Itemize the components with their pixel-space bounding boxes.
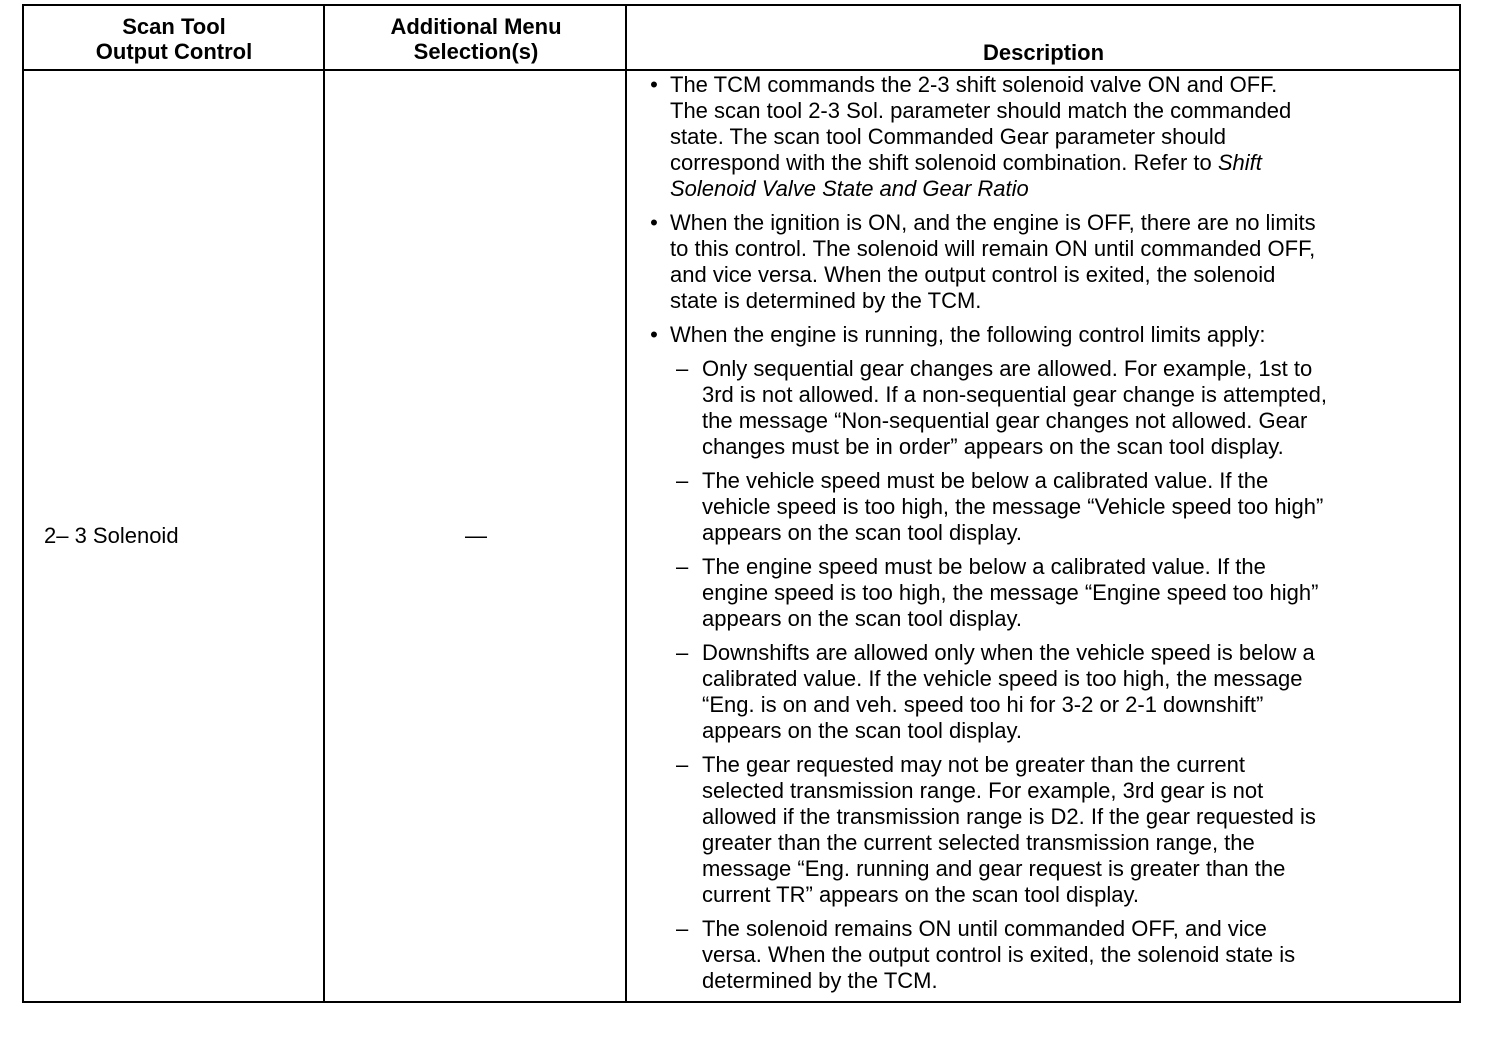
bullet-mark: •	[650, 72, 658, 97]
text-line: “Eng. is on and veh. speed too hi for 3-2 or 2-1 downshift”	[702, 692, 1264, 717]
text-line: When the ignition is ON, and the engine is OFF, there are no limits	[670, 210, 1316, 235]
text-line: to this control. The solenoid will remain ON until commanded OFF,	[670, 236, 1316, 261]
cell-description	[644, 72, 1496, 1002]
cell-menu-selection: —	[465, 523, 487, 548]
text-line: determined by the TCM.	[702, 968, 938, 993]
text-line: engine speed is too high, the message “Engine speed too high”	[702, 580, 1319, 605]
header-line: Scan Tool	[122, 14, 226, 39]
text-line: changes must be in order” appears on the scan tool display.	[702, 434, 1284, 459]
dash-mark: –	[676, 640, 689, 665]
bullet-item	[644, 72, 1496, 202]
text-line: The vehicle speed must be below a calibrated value. If the	[702, 468, 1269, 493]
header-additional-menu-selections	[326, 6, 626, 69]
text-line: Only sequential gear changes are allowed. For example, 1st to	[702, 356, 1313, 381]
header-line: Description	[982, 40, 1105, 65]
text-line: vehicle speed is too high, the message “Vehicle speed too high”	[702, 494, 1324, 519]
text-line: The TCM commands the 2-3 shift solenoid valve ON and OFF.	[670, 72, 1278, 97]
reference-title: Solenoid Valve State and Gear Ratio	[670, 176, 1029, 201]
text-line: versa. When the output control is exited, the solenoid state is	[702, 942, 1296, 967]
text-line: appears on the scan tool display.	[702, 606, 1023, 631]
text-line: appears on the scan tool display.	[702, 520, 1023, 545]
sub-item	[644, 356, 1496, 460]
bullet-mark: •	[650, 322, 658, 347]
dash-mark: –	[676, 468, 689, 493]
bullet-mark: •	[650, 210, 658, 235]
dash-mark: –	[676, 752, 689, 777]
reference-title: Shift	[1217, 150, 1262, 175]
text-line: current TR” appears on the scan tool display.	[702, 882, 1139, 907]
text-line: appears on the scan tool display.	[702, 718, 1023, 743]
header-line: Output Control	[95, 39, 253, 64]
sub-item	[644, 468, 1496, 546]
text-line: greater than the current selected transmission range, the	[702, 830, 1255, 855]
column-divider-2	[625, 6, 627, 1001]
sub-item	[644, 640, 1496, 744]
text-line: Downshifts are allowed only when the vehicle speed is below a	[702, 640, 1315, 665]
text-line: selected transmission range. For example, 3rd gear is not	[702, 778, 1264, 803]
text-line: 3rd is not allowed. If a non-sequential gear change is attempted,	[702, 382, 1327, 407]
dash-mark: –	[676, 916, 689, 941]
header-scan-tool-output-control	[24, 6, 324, 69]
bullet-item	[644, 210, 1496, 314]
text-run: correspond with the shift solenoid combination. Refer to	[670, 150, 1218, 175]
text-line: The solenoid remains ON until commanded OFF, and vice	[702, 916, 1267, 941]
sub-item	[644, 916, 1496, 994]
text-line: The scan tool 2-3 Sol. parameter should match the commanded	[670, 98, 1292, 123]
sub-item	[644, 752, 1496, 908]
text-line: When the engine is running, the following control limits apply:	[670, 322, 1266, 347]
header-description	[628, 6, 1459, 69]
column-divider-1	[323, 6, 325, 1001]
text-line: state is determined by the TCM.	[670, 288, 982, 313]
text-line: allowed if the transmission range is D2. If the gear requested is	[702, 804, 1316, 829]
dash-mark: –	[676, 356, 689, 381]
text-line: message “Eng. running and gear request is greater than the	[702, 856, 1286, 881]
header-line: Additional Menu	[390, 14, 562, 39]
text-line: and vice versa. When the output control is exited, the solenoid	[670, 262, 1276, 287]
text-line: calibrated value. If the vehicle speed is too high, the message	[702, 666, 1303, 691]
text-line	[670, 150, 1496, 176]
cell-output-control: 2– 3 Solenoid	[44, 523, 179, 548]
text-line: the message “Non-sequential gear changes not allowed. Gear	[702, 408, 1308, 433]
sub-item	[644, 554, 1496, 632]
header-line: Selection(s)	[413, 39, 539, 64]
dash-mark: –	[676, 554, 689, 579]
text-line: The gear requested may not be greater than the current	[702, 752, 1245, 777]
text-line: The engine speed must be below a calibrated value. If the	[702, 554, 1266, 579]
header-divider	[24, 69, 1459, 71]
bullet-item	[644, 322, 1496, 348]
text-line: state. The scan tool Commanded Gear parameter should	[670, 124, 1227, 149]
